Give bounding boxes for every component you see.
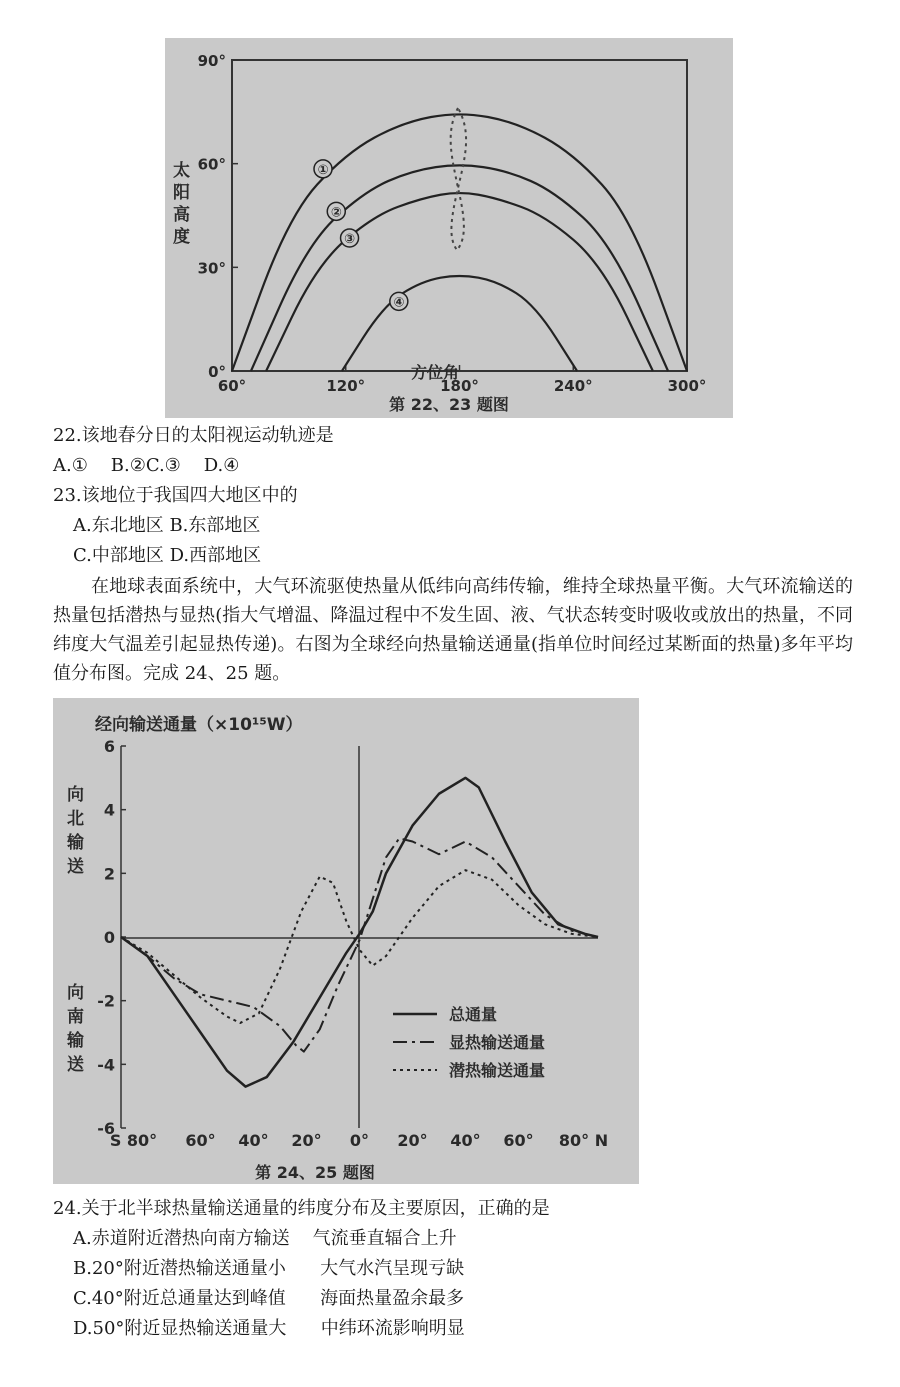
question-22-stem: 22.该地春分日的太阳视运动轨迹是 xyxy=(53,425,334,446)
x-tick-label: 0° xyxy=(349,1131,370,1150)
question-23-stem: 23.该地位于我国四大地区中的 xyxy=(53,485,298,506)
question-23-options-line2: C.中部地区 D.西部地区 xyxy=(73,545,262,566)
legend-label-2: 显热输送通量 xyxy=(449,1033,546,1052)
question-24-stem: 24.关于北半球热量输送通量的纬度分布及主要原因，正确的是 xyxy=(53,1198,550,1219)
sun-path-curve-1 xyxy=(232,114,687,371)
chart-legend xyxy=(393,1005,545,1080)
sun-path-chart xyxy=(165,38,733,418)
legend-label-3: 潜热输送通量 xyxy=(449,1061,546,1080)
figure-sun-path xyxy=(165,38,733,418)
legend-label-1: 总通量 xyxy=(449,1005,498,1024)
x-tick-label: 60° xyxy=(185,1131,216,1150)
question-24-option-b: B.20°附近潜热输送通量小 大气水汽呈现亏缺 xyxy=(73,1258,465,1279)
y-axis-label: 太 阳 高 度 xyxy=(173,161,190,247)
x-tick-label: 60° xyxy=(503,1131,534,1150)
y-tick-label: 60° xyxy=(197,155,226,174)
x-tick-label: 40° xyxy=(450,1131,481,1150)
noon-altitude-dotted-loop xyxy=(451,108,466,250)
x-tick-label: 20° xyxy=(397,1131,428,1150)
y-tick-label: 0 xyxy=(103,928,115,947)
curve-marker-label-2: ② xyxy=(330,205,342,221)
x-tick-label: 240° xyxy=(553,377,593,395)
curve-marker-label-1: ① xyxy=(317,162,329,178)
figure-caption: 第 22、23 题图 xyxy=(389,395,509,414)
y-tick-label: 30° xyxy=(197,259,226,278)
y-tick-label: 0° xyxy=(208,363,226,381)
figure-caption: 第 24、25 题图 xyxy=(255,1163,375,1182)
curve-marker-label-3: ③ xyxy=(344,232,356,248)
x-tick-label: S 80° xyxy=(109,1131,158,1150)
x-tick-label: 120° xyxy=(326,377,366,395)
question-24-option-c: C.40°附近总通量达到峰值 海面热量盈余最多 xyxy=(73,1288,465,1309)
x-tick-label: 40° xyxy=(238,1131,269,1150)
sun-path-curve-3 xyxy=(266,193,653,371)
x-axis-label: 方位角 xyxy=(410,363,460,382)
chart-title: 经向输送通量（×10¹⁵W） xyxy=(95,715,303,735)
plot-frame xyxy=(232,60,687,371)
passage-24-25: 在地球表面系统中，大气环流驱使热量从低纬向高纬传输，维持全球热量平衡。大气环流输送的热量包括潜热与显热(指大气增温、降温过程中不发生固、液、气状态转变时吸收或放出的热量，不同纬度大气温差引起显热传递)。右图为全球经向热量输送通量(指单位时间经过某断面的热量)多年平均值分布图。完成 24、25 题。 xyxy=(53,576,853,684)
heat-transport-chart xyxy=(53,698,639,1184)
question-24-option-d: D.50°附近显热输送通量大 中纬环流影响明显 xyxy=(73,1318,465,1339)
x-tick-label: 300° xyxy=(667,377,707,395)
x-tick-label: 60° xyxy=(217,377,247,395)
sun-path-curve-2 xyxy=(251,162,668,371)
figure-heat-transport xyxy=(53,698,639,1184)
x-tick-label: 20° xyxy=(291,1131,322,1150)
y-tick-label: 4 xyxy=(103,800,115,820)
curve-marker-label-4: ④ xyxy=(393,295,405,311)
question-24-option-a: A.赤道附近潜热向南方输送 气流垂直辐合上升 xyxy=(73,1228,457,1249)
sun-path-curve-4 xyxy=(342,276,577,371)
x-tick-label: 180° xyxy=(440,377,479,395)
question-23-options-line1: A.东北地区 B.东部地区 xyxy=(73,515,261,536)
y-tick-label: -6 xyxy=(97,1119,115,1138)
y-tick-label: -2 xyxy=(97,991,115,1011)
x-tick-label: 80° N xyxy=(558,1131,609,1150)
y-tick-label: 90° xyxy=(197,52,226,70)
y-tick-label: 6 xyxy=(103,737,115,756)
y-tick-label: 2 xyxy=(103,864,115,884)
y-tick-label: -4 xyxy=(97,1055,115,1075)
question-22-options: A.① B.②C.③ D.④ xyxy=(53,455,240,476)
south-transport-label: 向 南 输 送 xyxy=(67,983,84,1075)
north-transport-label: 向 北 输 送 xyxy=(67,785,84,877)
